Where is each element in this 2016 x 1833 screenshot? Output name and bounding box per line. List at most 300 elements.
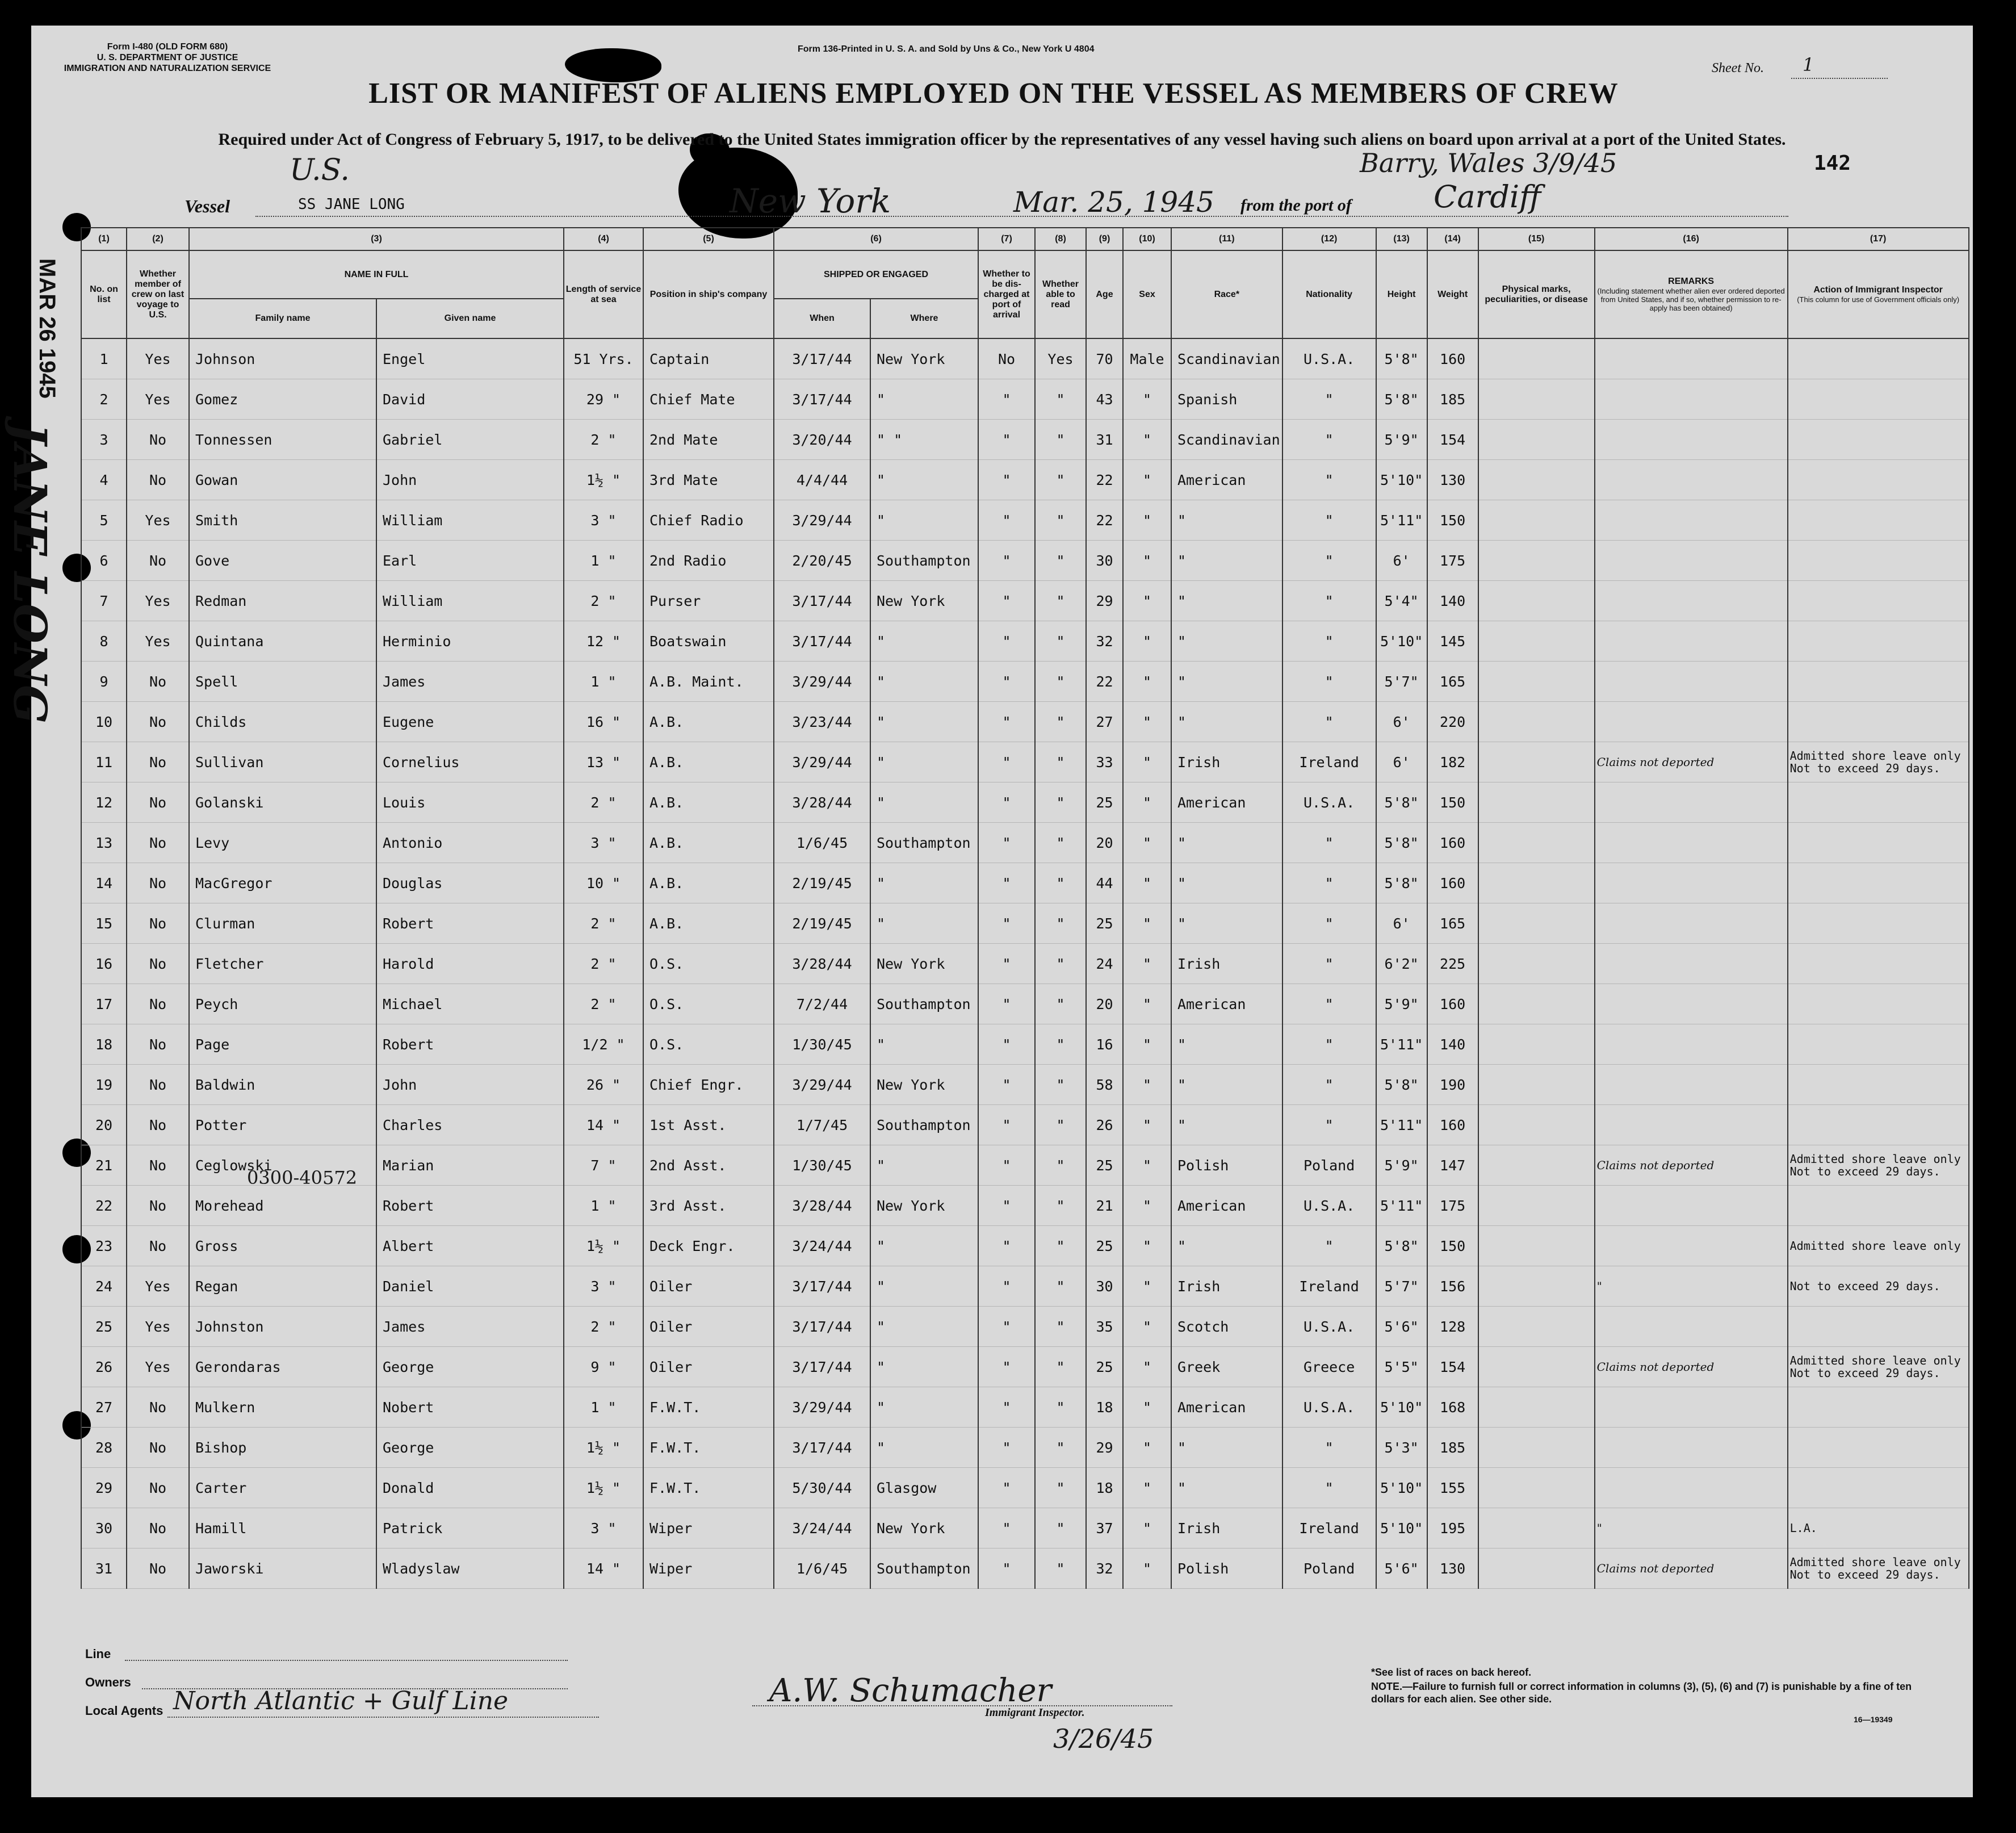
cell-height: 5'5"	[1376, 1347, 1427, 1387]
cell-sex: "	[1123, 1387, 1171, 1428]
cell-given-name: James	[376, 1307, 564, 1347]
cell-shipped-where: "	[870, 621, 978, 662]
cell-race: "	[1171, 1226, 1282, 1266]
form-code: 16—19349	[1854, 1715, 1893, 1724]
cell-shipped-where: "	[870, 1226, 978, 1266]
cell-able-read: "	[1035, 1186, 1086, 1226]
cell-position: A.B.	[643, 863, 774, 903]
cell-able-read: "	[1035, 1145, 1086, 1186]
cell-age: 18	[1086, 1387, 1123, 1428]
cell-family-name: Potter	[189, 1105, 376, 1145]
cell-physical-marks	[1478, 379, 1595, 420]
cell-sex: "	[1123, 621, 1171, 662]
cell-sex: "	[1123, 984, 1171, 1024]
cell-given-name: Robert	[376, 1024, 564, 1065]
col-action-inspector	[1788, 250, 1969, 338]
cell-race: Irish	[1171, 944, 1282, 984]
cell-shipped-where: "	[870, 460, 978, 500]
cell-able-read: "	[1035, 500, 1086, 541]
table-row	[81, 1428, 1969, 1468]
inspector-signature: A.W. Schumacher	[769, 1672, 1052, 1709]
cell-member-last-voyage: No	[127, 742, 189, 782]
cell-family-name: Carter	[189, 1468, 376, 1508]
cell-nationality: Ireland	[1282, 1508, 1376, 1549]
cell-family-name: Redman	[189, 581, 376, 621]
cell-inspector-action: Admitted shore leave only Not to exceed 29 days.	[1788, 1347, 1969, 1387]
col-num: (16)	[1595, 228, 1788, 250]
cell-height: 5'8"	[1376, 379, 1427, 420]
cell-given-name: Wladyslaw	[376, 1549, 564, 1589]
cell-shipped-where: Southampton	[870, 1105, 978, 1145]
cell-nationality: "	[1282, 500, 1376, 541]
col-nationality: Nationality	[1282, 250, 1376, 338]
cell-sex: "	[1123, 1468, 1171, 1508]
cell-row-number: 11	[81, 742, 127, 782]
cell-family-name: Bishop	[189, 1428, 376, 1468]
cell-family-name: Morehead	[189, 1186, 376, 1226]
cell-position: 2nd Mate	[643, 420, 774, 460]
table-row	[81, 1024, 1969, 1065]
cell-sex: "	[1123, 863, 1171, 903]
cell-length-service: 1 "	[564, 1186, 643, 1226]
cell-discharged: "	[978, 702, 1035, 742]
cell-position: Chief Radio	[643, 500, 774, 541]
remarks-title: REMARKS	[1668, 277, 1715, 286]
cell-shipped-when: 3/17/44	[774, 1347, 870, 1387]
cell-remarks	[1595, 823, 1788, 863]
cell-row-number: 1	[81, 338, 127, 379]
vessel-name: SS JANE LONG	[298, 196, 405, 213]
cell-race: "	[1171, 621, 1282, 662]
cell-discharged: "	[978, 1105, 1035, 1145]
cell-able-read: "	[1035, 742, 1086, 782]
col-num: (15)	[1478, 228, 1595, 250]
cell-inspector-action	[1788, 863, 1969, 903]
cell-member-last-voyage: No	[127, 1024, 189, 1065]
cell-nationality: "	[1282, 460, 1376, 500]
cell-position: Wiper	[643, 1508, 774, 1549]
cell-family-name: Mulkern	[189, 1387, 376, 1428]
cell-age: 32	[1086, 621, 1123, 662]
cell-given-name: Gabriel	[376, 420, 564, 460]
cell-discharged: "	[978, 1468, 1035, 1508]
cell-shipped-where: "	[870, 863, 978, 903]
cell-remarks: "	[1595, 1508, 1788, 1549]
cell-able-read: "	[1035, 782, 1086, 823]
cell-family-name: Peych	[189, 984, 376, 1024]
cell-able-read: "	[1035, 1347, 1086, 1387]
col-num: (2)	[127, 228, 189, 250]
cell-height: 5'11"	[1376, 1186, 1427, 1226]
col-where: Where	[870, 299, 978, 338]
cell-family-name: Gove	[189, 541, 376, 581]
cell-discharged: "	[978, 1549, 1035, 1589]
cell-nationality: "	[1282, 1226, 1376, 1266]
cell-length-service: 1½ "	[564, 1428, 643, 1468]
cell-weight: 156	[1427, 1266, 1478, 1307]
cell-remarks	[1595, 1065, 1788, 1105]
vessel-label: Vessel	[185, 196, 230, 216]
cell-length-service: 14 "	[564, 1549, 643, 1589]
table-row	[81, 1266, 1969, 1307]
col-num: (17)	[1788, 228, 1969, 250]
cell-physical-marks	[1478, 420, 1595, 460]
cell-age: 43	[1086, 379, 1123, 420]
cell-age: 31	[1086, 420, 1123, 460]
cell-discharged: "	[978, 1024, 1035, 1065]
cell-member-last-voyage: No	[127, 984, 189, 1024]
cell-nationality: "	[1282, 420, 1376, 460]
cell-able-read: "	[1035, 1065, 1086, 1105]
cell-height: 6'2"	[1376, 944, 1427, 984]
cell-age: 26	[1086, 1105, 1123, 1145]
cell-member-last-voyage: No	[127, 541, 189, 581]
cell-discharged: "	[978, 1145, 1035, 1186]
table-row	[81, 1065, 1969, 1105]
cell-length-service: 3 "	[564, 1508, 643, 1549]
cell-length-service: 2 "	[564, 944, 643, 984]
cell-height: 5'9"	[1376, 1145, 1427, 1186]
cell-discharged: "	[978, 420, 1035, 460]
cell-sex: "	[1123, 460, 1171, 500]
cell-race: Polish	[1171, 1549, 1282, 1589]
cell-shipped-when: 3/24/44	[774, 1508, 870, 1549]
cell-position: 1st Asst.	[643, 1105, 774, 1145]
cell-remarks	[1595, 903, 1788, 944]
cell-remarks	[1595, 1024, 1788, 1065]
remarks-note: (Including statement whether alien ever ordered deported from United States, and if so, whether permission to re-apply has been obtained)	[1597, 287, 1785, 312]
cell-discharged: "	[978, 984, 1035, 1024]
cell-row-number: 19	[81, 1065, 127, 1105]
col-race: Race*	[1171, 250, 1282, 338]
department: U. S. DEPARTMENT OF JUSTICE	[97, 53, 238, 62]
col-member-last-voyage: Whether member of crew on last voyage to U.S.	[127, 250, 189, 338]
cell-height: 5'10"	[1376, 1508, 1427, 1549]
cell-physical-marks	[1478, 1226, 1595, 1266]
cell-inspector-action	[1788, 500, 1969, 541]
line-label: Line	[85, 1647, 111, 1661]
cell-member-last-voyage: No	[127, 1508, 189, 1549]
cell-able-read: "	[1035, 944, 1086, 984]
cell-row-number: 3	[81, 420, 127, 460]
cell-sex: "	[1123, 1307, 1171, 1347]
cell-given-name: Douglas	[376, 863, 564, 903]
col-height: Height	[1376, 250, 1427, 338]
cell-age: 33	[1086, 742, 1123, 782]
cell-member-last-voyage: No	[127, 1065, 189, 1105]
cell-remarks	[1595, 338, 1788, 379]
cell-given-name: Earl	[376, 541, 564, 581]
cell-family-name: MacGregor	[189, 863, 376, 903]
cell-race: Irish	[1171, 742, 1282, 782]
table-row	[81, 1186, 1969, 1226]
cell-member-last-voyage: No	[127, 1226, 189, 1266]
cell-able-read: Yes	[1035, 338, 1086, 379]
cell-discharged: "	[978, 460, 1035, 500]
cell-family-name: Tonnessen	[189, 420, 376, 460]
table-row	[81, 581, 1969, 621]
cell-able-read: "	[1035, 420, 1086, 460]
table-row	[81, 541, 1969, 581]
cell-given-name: Harold	[376, 944, 564, 984]
cell-position: Chief Engr.	[643, 1065, 774, 1105]
cell-age: 25	[1086, 1226, 1123, 1266]
cell-race: American	[1171, 1387, 1282, 1428]
cell-weight: 160	[1427, 984, 1478, 1024]
cell-length-service: 51 Yrs.	[564, 338, 643, 379]
cell-inspector-action	[1788, 1186, 1969, 1226]
table-row	[81, 1226, 1969, 1266]
cell-position: 3rd Mate	[643, 460, 774, 500]
cell-age: 29	[1086, 581, 1123, 621]
cell-given-name: Daniel	[376, 1266, 564, 1307]
cell-position: A.B.	[643, 782, 774, 823]
cell-shipped-when: 4/4/44	[774, 460, 870, 500]
cell-race: Polish	[1171, 1145, 1282, 1186]
col-num: (14)	[1427, 228, 1478, 250]
cell-remarks: Claims not deported	[1595, 1145, 1788, 1186]
cell-given-name: Donald	[376, 1468, 564, 1508]
cell-remarks	[1595, 379, 1788, 420]
cell-weight: 140	[1427, 581, 1478, 621]
cell-shipped-where: "	[870, 1307, 978, 1347]
cell-shipped-when: 1/6/45	[774, 823, 870, 863]
cell-shipped-when: 3/17/44	[774, 621, 870, 662]
cell-physical-marks	[1478, 984, 1595, 1024]
cell-weight: 168	[1427, 1387, 1478, 1428]
from-port-label: from the port of	[1240, 196, 1352, 215]
cell-height: 5'8"	[1376, 863, 1427, 903]
cell-member-last-voyage: No	[127, 1186, 189, 1226]
cell-row-number: 13	[81, 823, 127, 863]
cell-shipped-where: New York	[870, 1065, 978, 1105]
cell-shipped-when: 1/30/45	[774, 1145, 870, 1186]
cell-position: A.B.	[643, 702, 774, 742]
cell-sex: "	[1123, 1024, 1171, 1065]
cell-length-service: 3 "	[564, 500, 643, 541]
cell-family-name: Gross	[189, 1226, 376, 1266]
cell-able-read: "	[1035, 581, 1086, 621]
cell-shipped-where: New York	[870, 338, 978, 379]
cell-member-last-voyage: No	[127, 903, 189, 944]
cell-weight: 145	[1427, 621, 1478, 662]
inspector-date: 3/26/45	[1053, 1723, 1154, 1754]
action-note: (This column for use of Government officials only)	[1797, 295, 1960, 304]
cell-inspector-action	[1788, 420, 1969, 460]
cell-member-last-voyage: No	[127, 460, 189, 500]
cell-age: 25	[1086, 1145, 1123, 1186]
cell-discharged: "	[978, 782, 1035, 823]
cell-member-last-voyage: No	[127, 1468, 189, 1508]
cell-family-name: Gowan	[189, 460, 376, 500]
cell-member-last-voyage: No	[127, 1387, 189, 1428]
cell-member-last-voyage: Yes	[127, 581, 189, 621]
cell-shipped-where: "	[870, 1024, 978, 1065]
cell-member-last-voyage: Yes	[127, 621, 189, 662]
cell-position: O.S.	[643, 1024, 774, 1065]
cell-discharged: "	[978, 1226, 1035, 1266]
cell-nationality: "	[1282, 863, 1376, 903]
col-no-on-list: No. on list	[81, 250, 127, 338]
cell-discharged: "	[978, 1428, 1035, 1468]
cell-able-read: "	[1035, 702, 1086, 742]
cell-remarks: "	[1595, 1266, 1788, 1307]
cell-nationality: "	[1282, 702, 1376, 742]
table-row	[81, 1347, 1969, 1387]
cell-shipped-where: New York	[870, 581, 978, 621]
col-physical-marks: Physical marks, peculiarities, or disease	[1478, 250, 1595, 338]
col-num: (12)	[1282, 228, 1376, 250]
cell-height: 5'9"	[1376, 984, 1427, 1024]
cell-weight: 150	[1427, 1226, 1478, 1266]
table-row	[81, 621, 1969, 662]
cell-able-read: "	[1035, 1387, 1086, 1428]
cell-position: F.W.T.	[643, 1428, 774, 1468]
cell-race: Scandinavian	[1171, 338, 1282, 379]
cell-shipped-when: 2/19/45	[774, 903, 870, 944]
cell-age: 30	[1086, 541, 1123, 581]
cell-shipped-when: 3/29/44	[774, 742, 870, 782]
cell-inspector-action	[1788, 1065, 1969, 1105]
cell-shipped-where: "	[870, 903, 978, 944]
cell-family-name: Gomez	[189, 379, 376, 420]
cell-able-read: "	[1035, 1024, 1086, 1065]
cell-family-name: Gerondaras	[189, 1347, 376, 1387]
cell-length-service: 14 "	[564, 1105, 643, 1145]
cell-height: 5'3"	[1376, 1428, 1427, 1468]
cell-nationality: Greece	[1282, 1347, 1376, 1387]
cell-age: 20	[1086, 823, 1123, 863]
cell-age: 25	[1086, 1347, 1123, 1387]
cell-shipped-when: 3/17/44	[774, 338, 870, 379]
col-length-service: Length of service at sea	[564, 250, 643, 338]
cell-nationality: "	[1282, 984, 1376, 1024]
cell-sex: "	[1123, 1226, 1171, 1266]
inspector-label: Immigrant Inspector.	[985, 1706, 1085, 1719]
table-row	[81, 338, 1969, 379]
table-row	[81, 823, 1969, 863]
cell-shipped-where: "	[870, 782, 978, 823]
cell-physical-marks	[1478, 742, 1595, 782]
cell-weight: 150	[1427, 500, 1478, 541]
cell-weight: 225	[1427, 944, 1478, 984]
cell-height: 5'10"	[1376, 621, 1427, 662]
cell-position: A.B. Maint.	[643, 662, 774, 702]
cell-length-service: 3 "	[564, 1266, 643, 1307]
table-row	[81, 1145, 1969, 1186]
col-num: (1)	[81, 228, 127, 250]
cell-race: "	[1171, 702, 1282, 742]
col-age: Age	[1086, 250, 1123, 338]
cell-height: 5'8"	[1376, 782, 1427, 823]
cell-height: 5'9"	[1376, 420, 1427, 460]
cell-physical-marks	[1478, 460, 1595, 500]
cell-shipped-when: 3/17/44	[774, 1307, 870, 1347]
cell-physical-marks	[1478, 1387, 1595, 1428]
cell-sex: "	[1123, 1186, 1171, 1226]
cell-height: 6'	[1376, 903, 1427, 944]
cell-shipped-where: " "	[870, 420, 978, 460]
cell-remarks: Claims not deported	[1595, 1347, 1788, 1387]
cell-member-last-voyage: No	[127, 662, 189, 702]
cell-age: 37	[1086, 1508, 1123, 1549]
cell-weight: 140	[1427, 1024, 1478, 1065]
cell-shipped-where: New York	[870, 1508, 978, 1549]
cell-inspector-action: Admitted shore leave only Not to exceed 29 days.	[1788, 1145, 1969, 1186]
cell-height: 5'7"	[1376, 662, 1427, 702]
cell-position: Oiler	[643, 1347, 774, 1387]
cell-height: 5'10"	[1376, 1387, 1427, 1428]
printer-note: Form 136-Printed in U. S. A. and Sold by Uns & Co., New York U 4804	[798, 44, 1095, 54]
cell-physical-marks	[1478, 1065, 1595, 1105]
cell-discharged: "	[978, 541, 1035, 581]
cell-discharged: "	[978, 1266, 1035, 1307]
cell-shipped-when: 2/19/45	[774, 863, 870, 903]
cell-inspector-action	[1788, 581, 1969, 621]
cell-able-read: "	[1035, 460, 1086, 500]
cell-shipped-where: "	[870, 1347, 978, 1387]
cell-shipped-where: "	[870, 379, 978, 420]
cell-weight: 130	[1427, 1549, 1478, 1589]
cell-length-service: 2 "	[564, 984, 643, 1024]
cell-remarks	[1595, 702, 1788, 742]
cell-weight: 182	[1427, 742, 1478, 782]
cell-row-number: 17	[81, 984, 127, 1024]
cell-family-name: Clurman	[189, 903, 376, 944]
table-row	[81, 420, 1969, 460]
table-row	[81, 984, 1969, 1024]
cell-sex: "	[1123, 1508, 1171, 1549]
cell-physical-marks	[1478, 541, 1595, 581]
cell-nationality: "	[1282, 581, 1376, 621]
cell-nationality: "	[1282, 662, 1376, 702]
cell-remarks	[1595, 1387, 1788, 1428]
cell-member-last-voyage: No	[127, 1428, 189, 1468]
cell-sex: "	[1123, 1266, 1171, 1307]
cell-age: 22	[1086, 460, 1123, 500]
cell-family-name: Jaworski	[189, 1549, 376, 1589]
cell-discharged: "	[978, 863, 1035, 903]
cell-given-name: Antonio	[376, 823, 564, 863]
cell-given-name: George	[376, 1428, 564, 1468]
cell-height: 5'8"	[1376, 823, 1427, 863]
cell-height: 5'4"	[1376, 581, 1427, 621]
page-subtitle: Required under Act of Congress of February 5, 1917, to be delivered to the United States immigration officer by the representatives of any vessel having such aliens on board upon arrival at a port of the United States.	[218, 130, 1786, 149]
table-row	[81, 500, 1969, 541]
cell-family-name: Johnson	[189, 338, 376, 379]
cell-given-name: Herminio	[376, 621, 564, 662]
cell-position: Oiler	[643, 1266, 774, 1307]
cell-given-name: Marian	[376, 1145, 564, 1186]
local-agents-rule	[167, 1717, 599, 1718]
action-title: Action of Immigrant Inspector	[1813, 285, 1943, 295]
cell-shipped-where: Southampton	[870, 1549, 978, 1589]
col-num: (8)	[1035, 228, 1086, 250]
hand-arrival-port: New York	[730, 182, 891, 220]
cell-family-name: Sullivan	[189, 742, 376, 782]
cell-inspector-action	[1788, 541, 1969, 581]
col-given-name: Given name	[376, 299, 564, 338]
cell-physical-marks	[1478, 1024, 1595, 1065]
cell-age: 35	[1086, 1307, 1123, 1347]
cell-length-service: 9 "	[564, 1347, 643, 1387]
table-row	[81, 379, 1969, 420]
cell-shipped-when: 3/17/44	[774, 1266, 870, 1307]
cell-shipped-when: 1/30/45	[774, 1024, 870, 1065]
cell-member-last-voyage: Yes	[127, 500, 189, 541]
cell-inspector-action	[1788, 903, 1969, 944]
cell-position: O.S.	[643, 944, 774, 984]
